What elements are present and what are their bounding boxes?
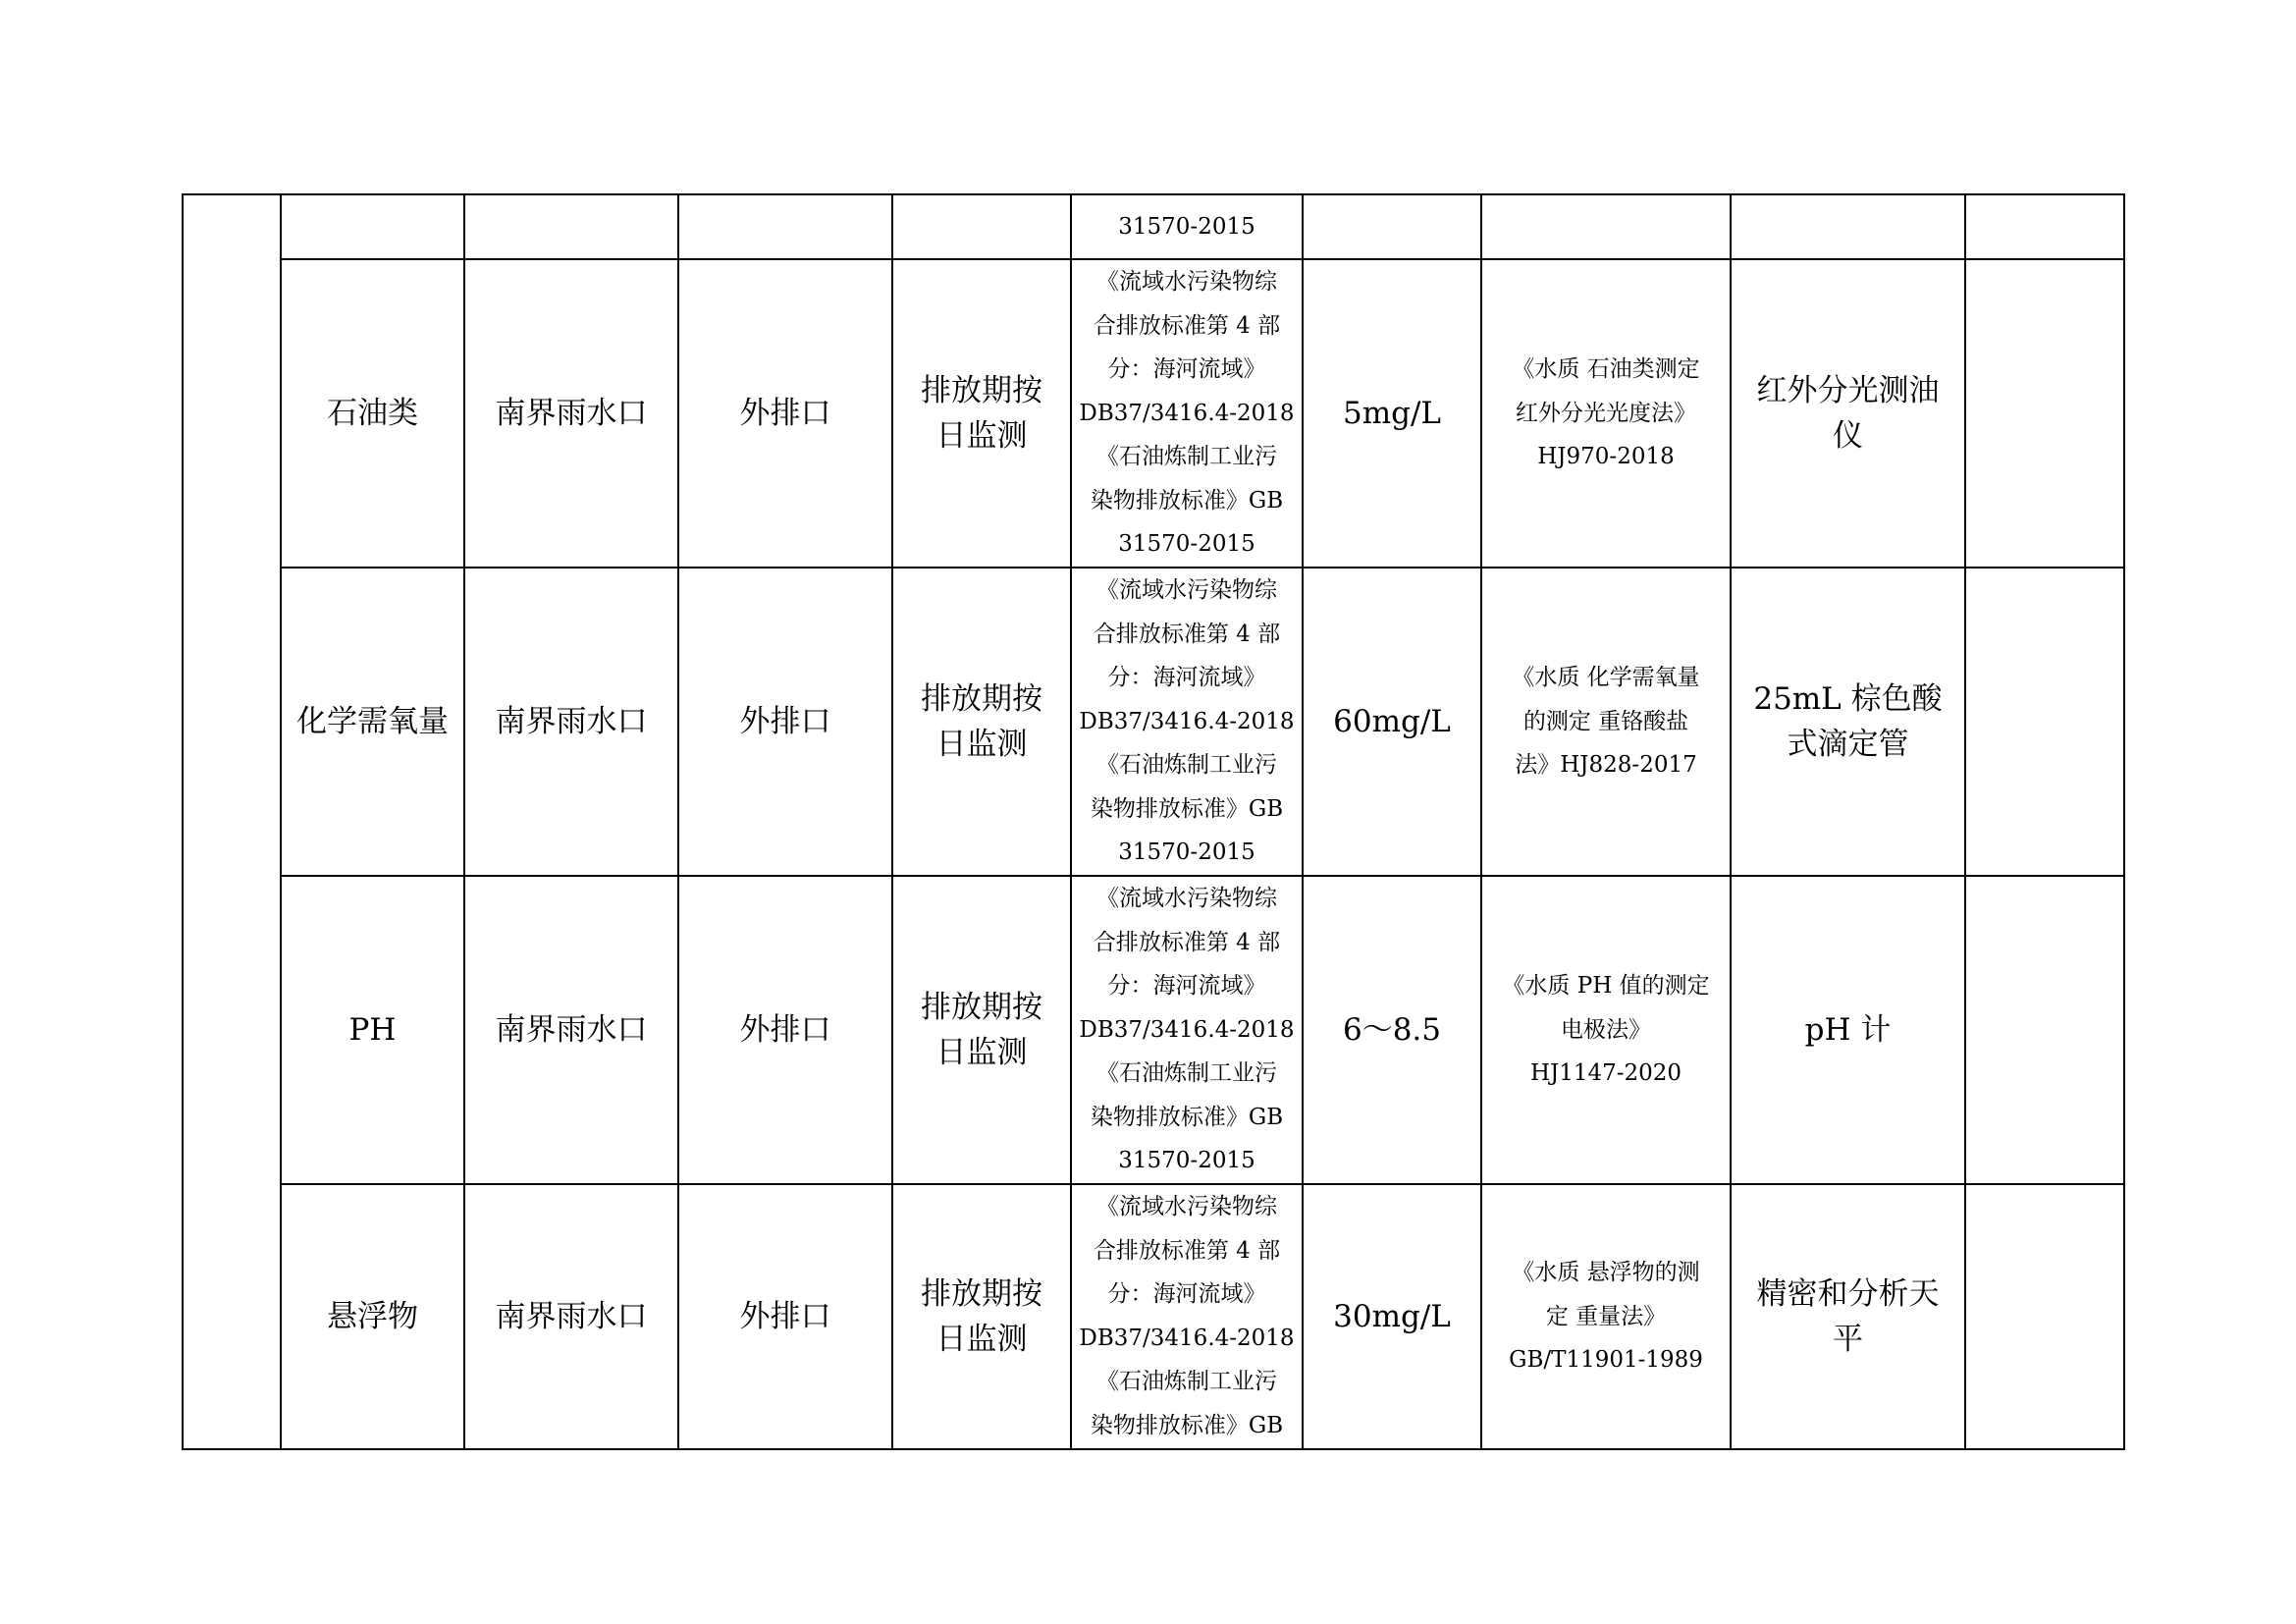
outlet-type-cell	[678, 1184, 892, 1449]
standard-line: 31570-2015	[1118, 1148, 1255, 1174]
monitoring-table	[182, 193, 2125, 1450]
item-cell	[281, 568, 464, 876]
item-cell	[281, 1184, 464, 1449]
limit-text: 5mg/L	[1343, 396, 1441, 431]
remarks-cell	[1965, 194, 2124, 259]
standard-line: DB37/3416.4-2018	[1079, 708, 1295, 734]
limit-cell	[1303, 876, 1481, 1184]
method-line: 《水质 化学需氧量	[1512, 665, 1700, 691]
item-text: 石油类	[327, 396, 418, 431]
method-cell	[1481, 194, 1731, 259]
frequency-cell	[892, 876, 1071, 1184]
method-line: 《水质 石油类测定	[1512, 356, 1700, 383]
method-line: HJ1147-2020	[1529, 1060, 1682, 1087]
method-line: 《水质 悬浮物的测	[1512, 1260, 1700, 1286]
item-text: 化学需氧量	[296, 704, 449, 739]
limit-cell	[1303, 194, 1481, 259]
standard-line: 合排放标准第 4 部	[1093, 929, 1281, 955]
frequency-text: 排放期按日监测	[921, 990, 1042, 1070]
table-row	[183, 876, 2124, 1184]
remarks-cell	[1965, 259, 2124, 568]
method-cell	[1481, 1184, 1731, 1449]
table-row	[183, 259, 2124, 568]
limit-cell	[1303, 568, 1481, 876]
standard-line: 分：海河流域》	[1107, 356, 1266, 383]
outlet-type-text: 外排口	[739, 396, 831, 431]
limit-text: 6～8.5	[1342, 1012, 1442, 1048]
item-cell	[281, 259, 464, 568]
location-cell	[464, 876, 678, 1184]
method-line: 的测定 重铬酸盐	[1522, 708, 1689, 734]
instrument-cell	[1731, 568, 1965, 876]
standard-line: 《石油炼制工业污	[1096, 1060, 1277, 1087]
outlet-type-text: 外排口	[739, 1012, 831, 1048]
standard-line: 31570-2015	[1118, 531, 1255, 558]
standard-line: 合排放标准第 4 部	[1093, 312, 1281, 339]
standard-line: 《流域水污染物综	[1096, 577, 1277, 604]
location-text: 南界雨水口	[495, 1012, 648, 1048]
location-text: 南界雨水口	[495, 1299, 648, 1334]
standard-line: 染物排放标准》GB	[1090, 795, 1284, 822]
frequency-cell	[892, 1184, 1071, 1449]
standard-line: 《石油炼制工业污	[1096, 752, 1277, 779]
method-line: HJ970-2018	[1537, 444, 1675, 470]
instrument-cell	[1731, 259, 1965, 568]
standard-line: DB37/3416.4-2018	[1079, 1016, 1295, 1043]
standard-line: 31570-2015	[1118, 839, 1255, 866]
location-text: 南界雨水口	[495, 396, 648, 431]
location-cell	[464, 568, 678, 876]
instrument-cell	[1731, 1184, 1965, 1449]
standard-line: 分：海河流域》	[1107, 665, 1266, 691]
method-line: GB/T11901-1989	[1509, 1347, 1703, 1374]
instrument-text: 精密和分析天平	[1756, 1276, 1940, 1357]
standard-line: DB37/3416.4-2018	[1079, 400, 1295, 426]
limit-cell	[1303, 259, 1481, 568]
standard-line: 《石油炼制工业污	[1096, 444, 1277, 470]
item-text: PH	[348, 1012, 397, 1048]
location-text: 南界雨水口	[495, 704, 648, 739]
method-line: 法》HJ828-2017	[1515, 752, 1697, 779]
standard-line: 合排放标准第 4 部	[1093, 1237, 1281, 1264]
standard-line: 《流域水污染物综	[1096, 886, 1277, 912]
standard-cell	[1071, 1184, 1303, 1449]
table-row	[183, 1184, 2124, 1449]
standard-cell	[1071, 259, 1303, 568]
location-cell	[464, 1184, 678, 1449]
frequency-cell	[892, 259, 1071, 568]
instrument-cell	[1731, 194, 1965, 259]
method-line: 电极法》	[1561, 1016, 1651, 1043]
outlet-type-cell	[678, 876, 892, 1184]
standard-line: 31570-2015	[1118, 213, 1255, 240]
table-row	[183, 568, 2124, 876]
frequency-text: 排放期按日监测	[921, 681, 1042, 762]
standard-cell	[1071, 568, 1303, 876]
instrument-text: pH 计	[1804, 1012, 1892, 1048]
standard-line: 染物排放标准》GB	[1090, 1412, 1284, 1438]
method-line: 红外分光光度法》	[1516, 400, 1696, 426]
outlet-type-cell	[678, 568, 892, 876]
standard-line: 分：海河流域》	[1107, 1281, 1266, 1307]
standard-line: 分：海河流域》	[1107, 973, 1266, 1000]
remarks-cell	[1965, 876, 2124, 1184]
merged-first-column-cell	[183, 194, 281, 1449]
remarks-cell	[1965, 1184, 2124, 1449]
table-row	[183, 194, 2124, 259]
outlet-type-cell	[678, 194, 892, 259]
frequency-cell	[892, 194, 1071, 259]
item-text: 悬浮物	[327, 1299, 418, 1334]
frequency-text: 排放期按日监测	[921, 1276, 1042, 1357]
standard-line: 染物排放标准》GB	[1090, 487, 1284, 514]
item-cell	[281, 876, 464, 1184]
method-line: 定 重量法》	[1545, 1303, 1667, 1329]
frequency-text: 排放期按日监测	[921, 373, 1042, 454]
standard-line: 《石油炼制工业污	[1096, 1369, 1277, 1394]
standard-line: 合排放标准第 4 部	[1093, 621, 1281, 647]
standard-cell	[1071, 876, 1303, 1184]
instrument-text: 红外分光测油仪	[1756, 373, 1940, 454]
instrument-cell	[1731, 876, 1965, 1184]
instrument-text: 25mL 棕色酸式滴定管	[1753, 681, 1943, 762]
location-cell	[464, 194, 678, 259]
method-line: 《水质 PH 值的测定	[1502, 973, 1710, 1000]
outlet-type-text: 外排口	[739, 704, 831, 739]
method-cell	[1481, 876, 1731, 1184]
outlet-type-text: 外排口	[739, 1299, 831, 1334]
frequency-cell	[892, 568, 1071, 876]
location-cell	[464, 259, 678, 568]
limit-text: 30mg/L	[1333, 1299, 1451, 1334]
standard-line: 《流域水污染物综	[1096, 1194, 1277, 1219]
item-cell	[281, 194, 464, 259]
standard-cell	[1071, 194, 1303, 259]
limit-cell	[1303, 1184, 1481, 1449]
method-cell	[1481, 568, 1731, 876]
standard-line: 《流域水污染物综	[1096, 269, 1277, 296]
standard-line: DB37/3416.4-2018	[1079, 1325, 1295, 1351]
standard-line: 染物排放标准》GB	[1090, 1104, 1284, 1130]
outlet-type-cell	[678, 259, 892, 568]
limit-text: 60mg/L	[1333, 704, 1451, 739]
method-cell	[1481, 259, 1731, 568]
remarks-cell	[1965, 568, 2124, 876]
